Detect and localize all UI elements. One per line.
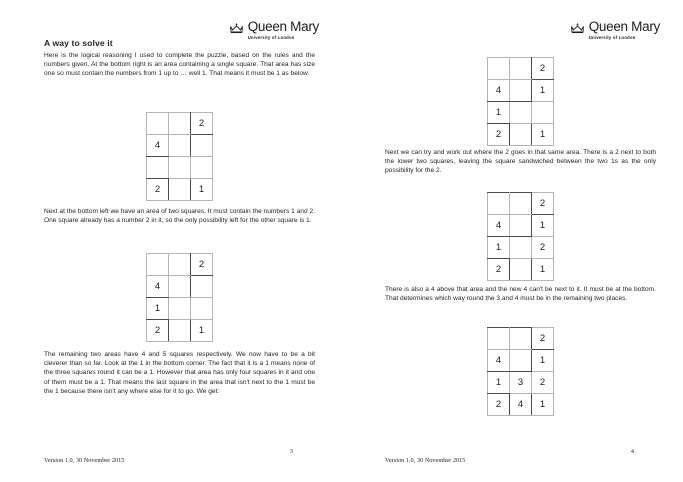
grid-row <box>488 372 554 394</box>
puzzle-grid-5 <box>487 327 554 416</box>
grid-cell: 2 <box>488 259 510 281</box>
page-number: 3 <box>289 448 293 455</box>
grid-row <box>147 276 213 298</box>
logo-name: Queen Mary <box>588 19 660 34</box>
grid-cell <box>169 157 191 179</box>
queen-mary-logo <box>570 20 660 40</box>
puzzle-grid-1-wrap <box>44 112 315 201</box>
grid-row <box>147 320 213 342</box>
puzzle-grid-4 <box>487 192 554 281</box>
grid-row <box>488 259 554 281</box>
grid-cell <box>169 135 191 157</box>
grid-cell <box>191 135 213 157</box>
grid-cell <box>510 328 532 350</box>
grid-cell: 1 <box>488 237 510 259</box>
grid-cell: 3 <box>510 372 532 394</box>
grid-cell: 1 <box>488 372 510 394</box>
grid-cell <box>510 124 532 146</box>
grid-cell: 1 <box>147 298 169 320</box>
grid-cell <box>488 193 510 215</box>
grid-cell <box>169 179 191 201</box>
grid-cell <box>532 102 554 124</box>
grid-cell: 2 <box>191 254 213 276</box>
grid-row <box>488 350 554 372</box>
grid-cell: 1 <box>532 350 554 372</box>
grid-row <box>488 124 554 146</box>
grid-cell: 2 <box>532 372 554 394</box>
grid-cell: 4 <box>488 80 510 102</box>
grid-cell <box>191 276 213 298</box>
grid-row <box>147 254 213 276</box>
grid-cell: 2 <box>532 328 554 350</box>
page-3-body-3 <box>44 350 315 396</box>
puzzle-grid-2-wrap <box>44 253 315 342</box>
grid-row <box>488 58 554 80</box>
logo-text-block <box>589 20 660 40</box>
grid-cell: 4 <box>147 135 169 157</box>
grid-cell <box>488 328 510 350</box>
grid-row <box>488 328 554 350</box>
grid-cell: 1 <box>532 215 554 237</box>
grid-cell <box>510 80 532 102</box>
grid-cell <box>147 113 169 135</box>
grid-cell: 1 <box>532 80 554 102</box>
paragraph-2: There is also a 4 above that area and the new 4 can't be next to it. It must be at the bottom. That determines which way round the 3 and 4 must be in the remaining two places. <box>385 286 656 303</box>
grid-cell <box>191 157 213 179</box>
grid-cell <box>510 215 532 237</box>
page-number: 4 <box>630 448 634 455</box>
logo-subtitle: University of London <box>247 34 295 40</box>
grid-cell: 1 <box>191 320 213 342</box>
grid-cell <box>510 259 532 281</box>
page-4-body-1 <box>385 148 656 176</box>
page-title: A way to solve it <box>44 38 113 48</box>
grid-cell: 2 <box>488 124 510 146</box>
grid-cell <box>510 350 532 372</box>
grid-cell: 2 <box>532 58 554 80</box>
grid-cell: 1 <box>488 102 510 124</box>
logo-subtitle: University of London <box>588 34 636 40</box>
puzzle-grid-3 <box>487 57 554 146</box>
puzzle-grid-3-wrap <box>385 57 656 146</box>
grid-cell: 2 <box>147 320 169 342</box>
puzzle-grid-2 <box>146 253 213 342</box>
page-4 <box>341 0 682 482</box>
grid-cell <box>510 102 532 124</box>
grid-cell: 1 <box>532 124 554 146</box>
puzzle-grid-4-wrap <box>385 192 656 281</box>
grid-row <box>147 157 213 179</box>
crown-icon <box>570 21 585 39</box>
grid-cell: 1 <box>532 394 554 416</box>
grid-cell: 4 <box>488 215 510 237</box>
grid-cell: 1 <box>532 259 554 281</box>
version-label: Version 1.0, 30 November 2015 <box>385 457 466 464</box>
grid-cell: 4 <box>488 350 510 372</box>
grid-cell <box>191 298 213 320</box>
grid-cell: 2 <box>191 113 213 135</box>
grid-row <box>488 80 554 102</box>
logo-name: Queen Mary <box>247 19 319 34</box>
grid-cell <box>169 276 191 298</box>
grid-cell <box>488 58 510 80</box>
grid-cell: 2 <box>532 237 554 259</box>
grid-cell: 2 <box>532 193 554 215</box>
grid-cell <box>147 157 169 179</box>
grid-cell: 2 <box>488 394 510 416</box>
grid-cell <box>510 237 532 259</box>
grid-cell <box>169 320 191 342</box>
page-4-body-2 <box>385 285 656 303</box>
grid-cell <box>169 113 191 135</box>
paragraph-2: Next at the bottom left we have an area of two squares. It must contain the numbers 1 and 2. One square already has a number 2 in it, so the only possibility left for the other square is 1. <box>44 208 315 225</box>
grid-row <box>488 237 554 259</box>
paragraph-3: The remaining two areas have 4 and 5 squares respectively. We now have to be a bit cleverer than so far. Look at the 1 in the bottom corner. The fact that it is a 1 means none of the three squares round it can be a 1. However that area has only four squares in it and one of them must be a 1. That means the last square in the area that isn't next to the 1 must be the 1 because there isn't any where else for it to go. We get: <box>44 351 315 395</box>
grid-cell <box>169 254 191 276</box>
grid-cell: 1 <box>191 179 213 201</box>
grid-row <box>488 394 554 416</box>
page-3-body <box>44 38 315 79</box>
queen-mary-logo <box>229 20 319 40</box>
grid-cell <box>510 193 532 215</box>
puzzle-grid-5-wrap <box>385 327 656 416</box>
grid-cell <box>169 298 191 320</box>
paragraph-1: Next we can try and work out where the 2 goes in that same area. There is a 2 next to both the lower two squares, leaving the square sandwiched between the two 1s as the only possibility for the 2. <box>385 149 656 175</box>
grid-cell: 4 <box>510 394 532 416</box>
paragraph-1: Here is the logical reasoning I used to complete the puzzle, based on the rules and the numbers given. At the bottom right is an area containing a single square. That area has size one so must contain the numbers from 1 up to … well 1. That means it must be 1 as below. <box>44 52 315 78</box>
page-3-body-2 <box>44 207 315 225</box>
grid-row <box>488 102 554 124</box>
logo-text-block <box>248 20 319 40</box>
version-label: Version 1.0, 30 November 2015 <box>44 457 125 464</box>
page-3 <box>0 0 341 482</box>
grid-row <box>147 113 213 135</box>
grid-cell <box>510 58 532 80</box>
grid-row <box>147 179 213 201</box>
grid-cell <box>147 254 169 276</box>
grid-cell: 2 <box>147 179 169 201</box>
grid-row <box>488 193 554 215</box>
crown-icon <box>229 21 244 39</box>
puzzle-grid-1 <box>146 112 213 201</box>
grid-row <box>488 215 554 237</box>
grid-cell: 4 <box>147 276 169 298</box>
grid-row <box>147 298 213 320</box>
grid-row <box>147 135 213 157</box>
